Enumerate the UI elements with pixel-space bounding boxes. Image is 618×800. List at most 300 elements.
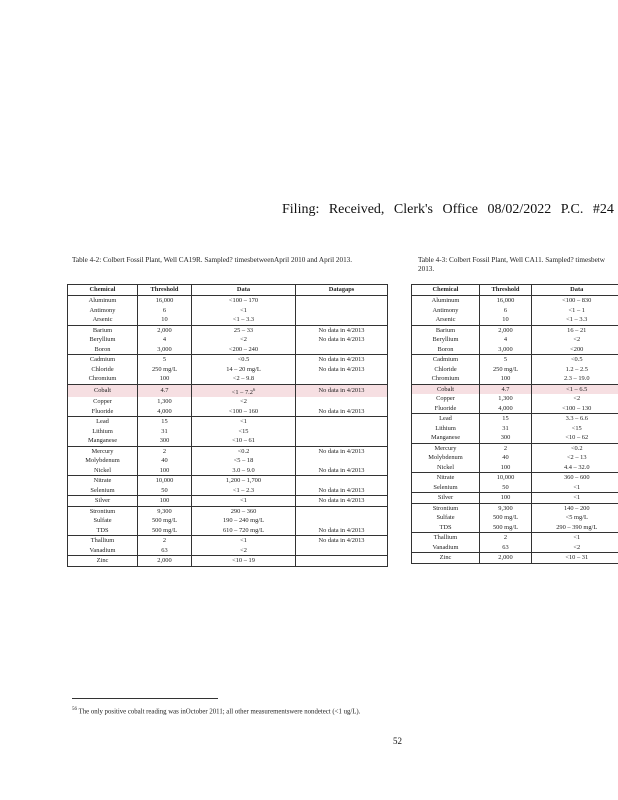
cell-chemical xyxy=(68,325,138,335)
cell-chemical xyxy=(68,526,138,536)
cell-chemical-text: Chromium xyxy=(431,375,460,382)
table-row xyxy=(68,407,388,417)
table-row xyxy=(412,483,618,493)
footnote-text: The only positive cobalt reading was inOctober 2011; all other measurementswere nondetect (<1 ug/L). xyxy=(78,708,361,716)
cell-threshold xyxy=(480,335,532,345)
cell-threshold xyxy=(480,296,532,306)
cell-chemical xyxy=(68,296,138,306)
cell-threshold-text: 10,000 xyxy=(155,477,174,485)
cell-data xyxy=(192,556,296,567)
cell-chemical xyxy=(68,456,138,466)
cell-data-text: <2 xyxy=(240,336,247,343)
cell-chemical xyxy=(412,523,480,533)
cell-chemical-text: Zinc xyxy=(439,554,452,561)
cell-chemical-text: TDS xyxy=(96,526,109,534)
cell-threshold-text: 63 xyxy=(161,546,168,554)
cell-threshold-text: 300 xyxy=(159,437,170,445)
cell-data-text: <2 xyxy=(573,543,581,551)
table-row xyxy=(68,345,388,355)
cell-data xyxy=(192,296,296,306)
cell-threshold xyxy=(480,325,532,335)
cell-data xyxy=(192,384,296,397)
cell-threshold-text: 3,000 xyxy=(157,345,172,353)
cell-chemical-text: Cobalt xyxy=(436,385,455,393)
cell-chemical xyxy=(412,394,480,404)
filing-stamp: Filing: Received, Clerk's Office 08/02/2022 P.C. #24 xyxy=(282,202,614,217)
cell-chemical-text: Silver xyxy=(94,497,111,505)
cell-threshold xyxy=(480,473,532,483)
cell-data-text: <2 xyxy=(573,336,581,343)
cell-chemical xyxy=(68,436,138,446)
cell-data xyxy=(192,486,296,496)
cell-chemical xyxy=(412,306,480,316)
cell-threshold-text: 9,300 xyxy=(157,507,172,515)
column-header-datagaps: Datagaps xyxy=(296,285,388,296)
cell-threshold-text: 4,000 xyxy=(498,404,513,412)
cell-threshold xyxy=(480,374,532,384)
cell-gap xyxy=(296,355,388,365)
cell-data xyxy=(532,553,618,564)
cell-data xyxy=(192,506,296,516)
cell-gap xyxy=(296,306,388,316)
cell-threshold xyxy=(138,374,192,384)
cell-data xyxy=(192,306,296,316)
column-header-threshold: Threshold xyxy=(480,285,532,296)
cell-threshold-text: 9,300 xyxy=(498,504,513,512)
table-caption-right-line2: 2013. xyxy=(418,265,435,273)
cell-chemical xyxy=(412,335,480,345)
cell-threshold-text: 50 xyxy=(161,486,168,494)
cell-threshold xyxy=(138,325,192,335)
cell-threshold xyxy=(480,345,532,355)
cell-gap-text: No data in 4/2013 xyxy=(318,526,365,534)
cell-data xyxy=(192,546,296,556)
cell-gap xyxy=(296,384,388,397)
table-row xyxy=(412,513,618,523)
cell-chemical-text: Arsenic xyxy=(435,316,456,323)
cell-chemical-text: Strontium xyxy=(432,504,459,512)
cell-gap xyxy=(296,427,388,437)
cell-chemical xyxy=(68,466,138,476)
table-row xyxy=(68,536,388,546)
cell-threshold-text: 1,300 xyxy=(498,395,513,402)
cell-data-text: <5 mg/L xyxy=(565,514,588,521)
table-caption-right-line1: Table 4-3: Colbert Fossil Plant, Well CA11. Sampled? timesbetw xyxy=(418,256,605,264)
cell-data-text: <1 xyxy=(240,306,247,314)
footnote-reference: 6 xyxy=(252,386,256,392)
cell-data xyxy=(192,446,296,456)
cell-gap xyxy=(296,325,388,335)
cell-threshold-text: 100 xyxy=(159,466,170,474)
table-row xyxy=(68,427,388,437)
cell-chemical xyxy=(68,546,138,556)
cell-chemical xyxy=(68,407,138,417)
cell-threshold-text: 16,000 xyxy=(155,297,174,304)
table-row xyxy=(68,506,388,516)
cell-threshold xyxy=(480,443,532,453)
cell-gap-text: No data in 4/2013 xyxy=(318,387,365,395)
cell-data-text: <10 – 31 xyxy=(565,554,589,561)
cell-data-text: <1 – 3.3 xyxy=(566,316,588,323)
cell-chemical xyxy=(68,365,138,375)
table-row xyxy=(68,384,388,397)
cell-threshold-text: 100 xyxy=(500,463,511,471)
cell-threshold xyxy=(138,427,192,437)
cell-threshold-text: 6 xyxy=(162,306,167,314)
cell-chemical-text: Selenium xyxy=(433,483,458,491)
cell-data-text: 190 – 240 mg/L xyxy=(222,517,264,525)
cell-chemical xyxy=(412,424,480,434)
cell-data-text: <200 xyxy=(570,345,584,353)
table-row xyxy=(412,374,618,384)
cell-gap xyxy=(296,407,388,417)
cell-data xyxy=(192,466,296,476)
cell-data xyxy=(532,473,618,483)
cell-data-text: 4.4 – 32.0 xyxy=(563,463,590,471)
cell-chemical-text: Boron xyxy=(94,345,111,353)
table-row xyxy=(412,543,618,553)
cell-chemical-text: Arsenic xyxy=(92,316,113,323)
cell-data xyxy=(192,407,296,417)
cell-gap xyxy=(296,456,388,466)
table-row xyxy=(68,466,388,476)
table-row xyxy=(412,345,618,355)
cell-chemical-text: Copper xyxy=(93,398,112,406)
table-row xyxy=(412,463,618,473)
cell-threshold-text: 4,000 xyxy=(157,407,172,415)
table-row xyxy=(412,523,618,533)
cell-chemical-text: Mercury xyxy=(91,447,114,455)
cell-data xyxy=(192,355,296,365)
cell-threshold xyxy=(480,523,532,533)
cell-data-text: <1 – 1 xyxy=(568,306,585,314)
cell-threshold xyxy=(138,516,192,526)
cell-threshold-text: 500 mg/L xyxy=(151,517,178,525)
cell-data xyxy=(532,433,618,443)
cell-threshold xyxy=(138,486,192,496)
table-row xyxy=(412,443,618,453)
cell-chemical-text: Silver xyxy=(437,494,454,501)
cell-threshold-text: 5 xyxy=(162,356,167,363)
cell-data-text: <100 – 130 xyxy=(562,404,592,412)
table-caption-left: Table 4-2: Colbert Fossil Plant, Well CA19R. Sampled? timesbetweenApril 2010 and April 2013. xyxy=(72,256,353,264)
cell-gap-text: No data in 4/2013 xyxy=(318,336,365,343)
table-row xyxy=(412,453,618,463)
cell-chemical-text: Copper xyxy=(436,395,455,402)
cell-data-text: <1 – 7.2 xyxy=(231,388,253,396)
cell-chemical xyxy=(412,345,480,355)
cell-chemical-text: Nickel xyxy=(93,466,112,474)
cell-chemical xyxy=(412,473,480,483)
cell-gap-text: No data in 4/2013 xyxy=(318,486,365,494)
table-row xyxy=(68,556,388,567)
cell-chemical-text: Fluoride xyxy=(91,407,114,415)
table-row xyxy=(412,325,618,335)
cell-chemical-text: Nitrate xyxy=(93,477,112,485)
cell-threshold xyxy=(138,384,192,397)
cell-threshold-text: 2 xyxy=(503,444,508,452)
cell-data-text: <0.5 xyxy=(570,356,583,363)
cell-chemical-text: Barium xyxy=(435,326,456,334)
cell-chemical-text: Manganese xyxy=(87,437,118,445)
table-row xyxy=(68,516,388,526)
cell-threshold-text: 50 xyxy=(502,483,509,491)
cell-chemical xyxy=(68,345,138,355)
cell-chemical-text: Antimony xyxy=(89,306,116,314)
table-row xyxy=(412,414,618,424)
cell-threshold xyxy=(480,315,532,325)
cell-threshold-text: 2 xyxy=(162,447,167,455)
cell-chemical-text: Manganese xyxy=(430,434,461,441)
cell-chemical-text: Aluminum xyxy=(431,297,460,304)
cell-chemical-text: Thallium xyxy=(433,534,458,541)
cell-chemical xyxy=(412,355,480,365)
cell-threshold xyxy=(480,365,532,375)
cell-gap xyxy=(296,466,388,476)
table-row xyxy=(412,335,618,345)
cell-data-text: 140 – 200 xyxy=(563,504,590,512)
cell-chemical-text: Selenium xyxy=(90,486,115,494)
table-row xyxy=(412,493,618,504)
cell-chemical xyxy=(68,397,138,407)
cell-data-text: <1 xyxy=(573,534,581,541)
cell-data-text: <1 – 3.3 xyxy=(232,316,255,323)
cell-chemical xyxy=(412,443,480,453)
table-left xyxy=(67,284,388,567)
cell-data xyxy=(532,315,618,325)
table-row xyxy=(412,404,618,414)
cell-data xyxy=(192,516,296,526)
cell-data xyxy=(532,296,618,306)
cell-data xyxy=(192,536,296,546)
cell-threshold xyxy=(480,404,532,414)
table-row xyxy=(412,424,618,434)
cell-data-text: <1 xyxy=(240,537,247,545)
cell-gap-text: No data in 4/2013 xyxy=(318,537,365,545)
cell-gap xyxy=(296,436,388,446)
cell-data xyxy=(532,306,618,316)
column-header-data: Data xyxy=(192,285,296,296)
column-header-data: Data xyxy=(532,285,618,296)
cell-threshold-text: 31 xyxy=(161,427,168,435)
cell-chemical xyxy=(412,296,480,306)
cell-chemical-text: Sulfate xyxy=(93,517,112,525)
cell-chemical xyxy=(68,427,138,437)
cell-chemical xyxy=(68,516,138,526)
table-row xyxy=(68,486,388,496)
cell-data-text: <1 – 6.5 xyxy=(566,385,588,393)
cell-chemical xyxy=(68,374,138,384)
cell-threshold xyxy=(138,446,192,456)
cell-chemical xyxy=(68,335,138,345)
cell-chemical xyxy=(412,453,480,463)
cell-chemical xyxy=(412,533,480,543)
cell-threshold xyxy=(138,397,192,407)
cell-chemical-text: Lithium xyxy=(92,427,113,435)
cell-threshold-text: 2 xyxy=(162,537,167,545)
cell-threshold-text: 100 xyxy=(500,494,511,501)
cell-threshold-text: 2 xyxy=(503,534,508,541)
cell-data xyxy=(192,427,296,437)
cell-threshold-text: 63 xyxy=(502,543,509,551)
cell-data xyxy=(532,384,618,394)
page-number: 52 xyxy=(393,736,402,746)
cell-chemical xyxy=(68,556,138,567)
table-row xyxy=(68,335,388,345)
cell-threshold xyxy=(480,533,532,543)
cell-data-text: <200 – 240 xyxy=(228,345,259,353)
cell-data-text: 1,200 – 1,700 xyxy=(225,477,262,485)
cell-threshold xyxy=(138,417,192,427)
cell-threshold xyxy=(480,483,532,493)
table-row xyxy=(68,306,388,316)
table-row xyxy=(68,365,388,375)
cell-data-text: 290 – 390 mg/L xyxy=(556,523,598,531)
column-header-chemical: Chemical xyxy=(68,285,138,296)
cell-chemical xyxy=(412,483,480,493)
cell-data-text: <2 xyxy=(573,395,581,402)
cell-threshold-text: 6 xyxy=(503,306,508,314)
cell-chemical xyxy=(412,433,480,443)
cell-data-text: <0.2 xyxy=(570,444,583,452)
cell-chemical-text: Thallium xyxy=(90,537,115,545)
cell-chemical xyxy=(412,404,480,414)
footnote xyxy=(72,704,372,718)
cell-chemical xyxy=(412,365,480,375)
table-row xyxy=(412,394,618,404)
cell-chemical-text: Mercury xyxy=(434,444,457,452)
table-row xyxy=(68,355,388,365)
cell-data-text: <0.2 xyxy=(237,447,250,455)
cell-chemical-text: Lead xyxy=(96,418,109,426)
cell-data xyxy=(532,404,618,414)
cell-data-text: <10 – 19 xyxy=(232,557,255,565)
cell-gap xyxy=(296,296,388,306)
cell-threshold xyxy=(480,306,532,316)
cell-data xyxy=(532,463,618,473)
table-row xyxy=(412,384,618,394)
cell-data xyxy=(192,417,296,427)
cell-chemical-text: Fluoride xyxy=(434,404,457,412)
cell-chemical-text: Cadmium xyxy=(432,356,459,363)
cell-gap xyxy=(296,516,388,526)
cell-threshold-text: 40 xyxy=(502,454,509,461)
cell-data-text: 610 – 720 mg/L xyxy=(222,526,264,534)
table-row xyxy=(412,553,618,564)
cell-gap xyxy=(296,546,388,556)
cell-threshold-text: 5 xyxy=(503,356,508,363)
cell-threshold xyxy=(138,355,192,365)
cell-chemical-text: TDS xyxy=(439,523,452,531)
cell-gap xyxy=(296,556,388,567)
cell-chemical-text: Boron xyxy=(437,345,454,353)
table-row xyxy=(68,397,388,407)
cell-threshold-text: 10,000 xyxy=(496,474,515,481)
cell-data xyxy=(532,414,618,424)
cell-chemical xyxy=(68,536,138,546)
cell-chemical-text: Nitrate xyxy=(436,474,455,481)
footnote-marker: 56 xyxy=(72,707,77,712)
cell-threshold-text: 4.7 xyxy=(160,387,169,395)
cell-threshold xyxy=(480,394,532,404)
cell-gap-text: No data in 4/2013 xyxy=(318,326,365,334)
cell-chemical xyxy=(412,384,480,394)
cell-threshold xyxy=(480,453,532,463)
cell-chemical-text: Beryllium xyxy=(432,336,459,343)
cell-data xyxy=(192,325,296,335)
cell-data-text: <15 xyxy=(238,427,249,435)
cell-chemical xyxy=(68,306,138,316)
cell-data xyxy=(532,365,618,375)
cell-data xyxy=(192,397,296,407)
cell-threshold xyxy=(480,463,532,473)
table-row xyxy=(68,546,388,556)
cell-threshold-text: 500 mg/L xyxy=(492,523,519,531)
cell-data xyxy=(192,476,296,486)
table-row xyxy=(68,436,388,446)
cell-data-text: <15 xyxy=(571,424,582,432)
cell-chemical-text: Antimony xyxy=(432,306,459,314)
cell-data xyxy=(532,493,618,504)
cell-threshold-text: 10 xyxy=(502,316,509,323)
cell-data xyxy=(532,503,618,513)
table-row xyxy=(412,433,618,443)
cell-data-text: <100 – 160 xyxy=(228,407,259,415)
cell-threshold-text: 500 mg/L xyxy=(492,514,519,521)
cell-threshold xyxy=(138,526,192,536)
cell-data-text: 3.3 – 6.6 xyxy=(565,415,588,422)
cell-threshold xyxy=(138,536,192,546)
cell-gap-text: No data in 4/2013 xyxy=(318,497,365,505)
cell-threshold xyxy=(480,414,532,424)
cell-threshold xyxy=(480,493,532,504)
cell-data xyxy=(532,523,618,533)
table-row xyxy=(68,496,388,507)
cell-data-text: 360 – 600 xyxy=(563,474,590,481)
cell-chemical xyxy=(412,553,480,564)
cell-threshold-text: 500 mg/L xyxy=(151,526,178,534)
table-row xyxy=(68,315,388,325)
cell-threshold xyxy=(138,556,192,567)
cell-chemical xyxy=(68,417,138,427)
column-header-threshold: Threshold xyxy=(138,285,192,296)
cell-chemical xyxy=(412,463,480,473)
cell-threshold-text: 4.7 xyxy=(501,385,510,393)
cell-threshold-text: 4 xyxy=(503,336,508,343)
cell-chemical xyxy=(412,325,480,335)
cell-gap-text: No data in 4/2013 xyxy=(318,407,365,415)
cell-threshold xyxy=(138,546,192,556)
cell-gap xyxy=(296,446,388,456)
cell-threshold xyxy=(138,476,192,486)
cell-chemical-text: Zinc xyxy=(96,557,109,565)
cell-chemical-text: Molybdenum xyxy=(85,457,120,465)
cell-chemical-text: Vanadium xyxy=(432,543,459,551)
cell-chemical-text: Sulfate xyxy=(436,514,455,521)
table-row xyxy=(412,365,618,375)
table-row xyxy=(68,476,388,486)
cell-chemical-text: Vanadium xyxy=(89,546,116,554)
cell-data-text: <10 – 62 xyxy=(565,434,589,441)
cell-chemical xyxy=(68,496,138,507)
cell-data xyxy=(532,345,618,355)
cell-threshold-text: 2,000 xyxy=(157,326,172,334)
cell-data xyxy=(532,424,618,434)
table-row xyxy=(68,374,388,384)
cell-chemical-text: Barium xyxy=(92,326,113,334)
cell-gap xyxy=(296,397,388,407)
table-row xyxy=(68,417,388,427)
